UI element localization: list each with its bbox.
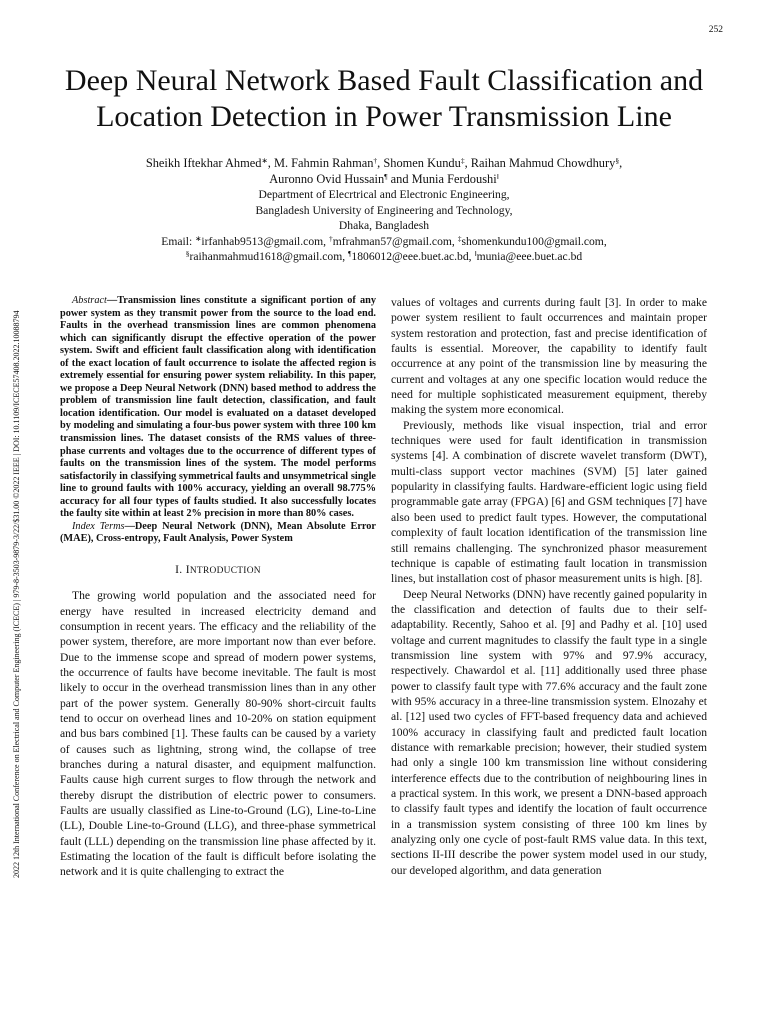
page-number: 252 [708, 25, 723, 35]
email-mark: † [328, 233, 333, 243]
author-mark: ∗ [261, 156, 268, 165]
email-mark: ‖ [474, 249, 477, 258]
email-mark: ∗ [195, 233, 202, 243]
section-numeral: I. [175, 562, 186, 576]
author-mark: § [615, 156, 620, 165]
body-paragraph: The growing world population and the associated need for energy have resulted in increased electricity demand and consumption in recent years. The efficacy and the reliability of the power system, therefore, are more important now than ever before. Due to the immense scope and spread of modern power systems, the occurrence of faults have become inevitable. The fault is most likely to occur in the overhead transmission lines than in any other part of the power system. Generally 80-90% short-circuit faults tend to occur on overhead lines and 10-20% on station equipment and bus bars combined [1]. These faults can be caused by a variety of causes such as lightning, strong wind, the collapse of tree branches during a natural disaster, and equipment malfunction. Faults cause high current surges to flow through the network and thereby disrupt the distribution of electric power to consumers. Faults are usually classified as Line-to-Ground (LG), Line-to-Line (LL), Double Line-to-Ground (LLG), and three-phase symmetrical fault (LLL) depending on the transmission line phase affected by it. Estimating the location of the fault is difficult before isolating the network and it is quite challenging to extract the [60, 589, 376, 879]
abstract-lead: Abstract [72, 295, 107, 306]
section-title-rest: NTRODUCTION [189, 565, 261, 576]
email-link[interactable]: shomenkundu100@gmail.com, [461, 234, 607, 248]
abstract [60, 295, 376, 521]
author-mark: ‖ [496, 172, 499, 181]
left-column [60, 295, 376, 880]
author-line-2 [60, 171, 708, 187]
author-mark: ¶ [384, 172, 388, 181]
index-terms-lead: Index Terms [72, 520, 125, 532]
section-title-initial: I [185, 562, 190, 576]
email-link[interactable]: munia@eee.buet.ac.bd [476, 250, 583, 263]
author-block [60, 155, 708, 265]
paper-title: Deep Neural Network Based Fault Classification and Location Detection in Power Transmission Line [64, 64, 704, 133]
email-line-2 [60, 249, 708, 265]
affiliation-department: Department of Elecrtrical and Electronic Engineering, [258, 188, 510, 201]
section-heading [60, 562, 376, 579]
abstract-body: —Transmission lines constitute a significant portion of any power system as they transmit power from the source to the load end. Faults in the overhead transmission lines are common phenomena which can significantly disrupt the effective operation of the power system. Swift and efficient fault classification along with identification of the exact location of fault occurrence to isolate the affected region is extremely essential for ensuring power system reliability. In this paper, we propose a Deep Neural Network (DNN) based method to address the problem of transmission line fault detection, classification, and fault location identification. Our model is evaluated on a dataset developed by modeling and simulating a four-bus power system with three 100 km transmission lines. The dataset consists of the RMS values of three-phase currents and voltages due to the occurrence of different types of faults on the transmission lines of the system. The model performs satisfactorily in classifying symmetrical faults and unsymmetrical single line to ground faults with 100% accuracy, yielding an overall 98.775% accuracy for all four types of faults studied. It also successfully locates the faulty site within at least 2% precision in more than 80% cases. [60, 295, 376, 520]
author-mark: ‡ [460, 156, 465, 165]
author-line-1 [60, 155, 708, 171]
affiliation-university: Bangladesh University of Engineering and Technology, [255, 203, 513, 217]
affiliation-city: Dhaka, Bangladesh [338, 219, 430, 232]
author-name: and Munia Ferdoushi [387, 172, 497, 186]
email-mark: § [185, 249, 190, 258]
author-mark: † [373, 156, 378, 165]
email-link[interactable]: mfrahman57@gmail.com, [332, 234, 458, 248]
email-link[interactable]: raihanmahmud1618@gmail.com, [189, 250, 349, 263]
email-mark: ¶ [348, 249, 352, 258]
email-link[interactable]: 1806012@eee.buet.ac.bd, [351, 250, 475, 263]
side-doi-identifier: 2022 12th International Conference on Electrical and Computer Engineering (ICECE) | 979-8-3503-9879-3/22/$31.00 ©2022 IEEE | DOI: 10.1109/ICECE57408.2022.10088794 [12, 310, 21, 878]
email-link[interactable]: irfanhab9513@gmail.com, [201, 234, 329, 248]
index-terms-body: —Deep Neural Network (DNN), Mean Absolute Error (MAE), Cross-entropy, Fault Analysis, Power System [60, 520, 376, 545]
author-name: Auronno Ovid Hussain [269, 172, 385, 186]
author-name: , Raihan Mahmud Chowdhury [464, 156, 616, 170]
index-terms [60, 521, 376, 546]
author-name: , Shomen Kundu [377, 156, 461, 170]
email-mark: ‡ [457, 233, 462, 243]
body-paragraph: Deep Neural Networks (DNN) have recently gained popularity in the classification and detection of faults due to their self-adaptability. Recently, Sahoo et al. [9] and Padhy et al. [10] used voltage and current magnitudes to classify the fault type in a single transmission line system with 97% and 97.9% accuracy, respectively. Chawardol et al. [11] additionally used three phase power to classify fault type with 77.6% accuracy and the fault zone with 95% accuracy in a three-line transmission system. Elnozahy et al. [12] used two cycles of FFT-based frequency data and achieved 100% accuracy in classifying fault and predicted fault location distance with remarkable precision; however, their studied system had only a single 100 km transmission line without considering interference effects due to the contribution of neighbouring lines in a practical system. In this work, we present a DNN-based approach to classify fault types and identify the location of fault occurrence in a transmission system consisting of three 100 km lines by analyzing only one cycle of post-fault RMS value data. In this text, sections II-III describe the power system model used in our study, our developed algorithm, and data generation [391, 587, 707, 877]
author-name: , M. Fahmin Rahman [267, 156, 374, 170]
email-line-1 [60, 234, 708, 250]
author-name: Sheikh Iftekhar Ahmed [145, 156, 262, 170]
body-paragraph: values of voltages and currents during fault [3]. In order to make power system resilient to fault occurrences and maintain proper system restoration and protection, fast and precise identification of faults is essential. Moreover, the capability to identify fault occurrence at any point of the transmission line by measuring the current and voltages at any one specific location would reduce the need for multiple sophisticated measurement equipment, thereby making the system more economical. [391, 296, 707, 417]
author-separator: , [619, 156, 623, 170]
email-label: Email: [161, 234, 196, 248]
right-column [391, 295, 707, 878]
body-paragraph: Previously, methods like visual inspection, trial and error techniques were used for fault identification in transmission systems [4]. A combination of discrete wavelet transform (DWT), multi-class support vector machines (SVM) [5] later gained popularity in classifying faults. Hardware-efficient logic using field programmable gate array (FPGA) [6] and GSM techniques [7] have also been used to predict fault types. However, the computational complexity of fault location identification of the transmission line still remains challenging. The synchronized phasor measurement technique is capable of estimating fault location in transmission lines, but installation cost of phasor measurement units is high. [8]. [391, 418, 707, 586]
